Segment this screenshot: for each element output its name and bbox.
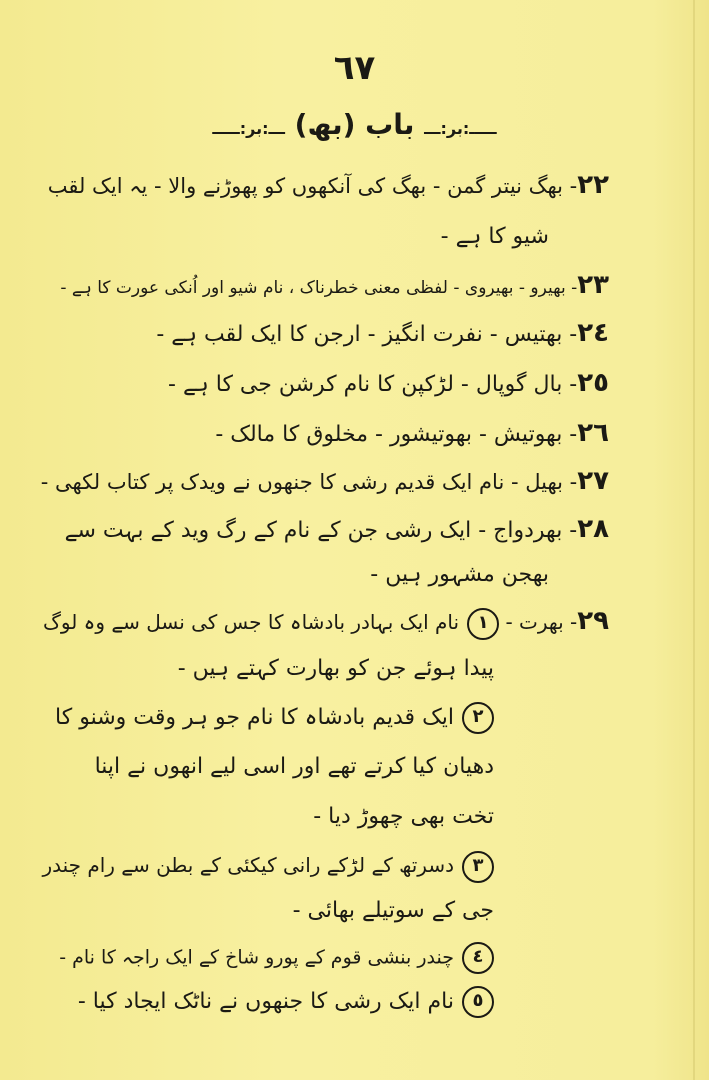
entry-number: ٢٩ <box>577 606 609 636</box>
entry-number: ٢٦ <box>577 418 609 448</box>
entry-28-line2: بھجن مشہور ہیں - <box>370 562 549 587</box>
entry-29-3-line1: ٣دسرتھ کے لڑکے رانی کیکئی کے بطن سے رام چندر <box>42 850 494 883</box>
entry-22-line1: ٢٢- بھگ نیتر گمن - بھگ کی آنکھوں کو پھوڑنے والا - یہ ایک لقب <box>47 170 609 200</box>
section-heading <box>0 108 709 141</box>
entry-number: ٢٧ <box>577 466 609 496</box>
entry-25: ٢٥- بال گوپال - لڑکپن کا نام کرشن جی کا ہے - <box>168 368 609 398</box>
entry-number: ٢٨ <box>577 514 609 544</box>
sub-marker-2: ٢ <box>462 702 494 734</box>
sub-marker-3: ٣ <box>462 851 494 883</box>
page-number: ٦٧ <box>333 48 376 88</box>
heading-title: باب (بھ) <box>294 108 415 141</box>
entry-number: ٢٣ <box>577 270 609 300</box>
entry-29-4: ٤چندر بنشی قوم کے پورو شاخ کے ایک راجہ کا نام - <box>59 942 494 974</box>
page-edge <box>693 0 695 1080</box>
entry-27: ٢٧- بھیل - نام ایک قدیم رشی کا جنھوں نے ویدک پر کتاب لکھی - <box>40 466 609 496</box>
entry-22-line2: شیو کا ہے - <box>440 224 549 249</box>
entry-28-line1: ٢٨- بھردواج - ایک رشی جن کے نام کے رگ وید کے بہت سے <box>64 514 609 544</box>
entry-29-2-line1: ٢ایک قدیم بادشاہ کا نام جو ہر وقت وشنو کا <box>55 702 494 734</box>
entry-23: ٢٣- بھیرو - بھیروی - لفظی معنی خطرناک ، نام شیو اور اُنکی عورت کا ہے - <box>60 270 609 300</box>
entry-29-1-line2: پیدا ہوئے جن کو بھارت کہتے ہیں - <box>177 656 494 681</box>
entry-26: ٢٦- بھوتیش - بھوتیشور - مخلوق کا مالک - <box>215 418 609 448</box>
entry-number: ٢٤ <box>577 318 609 348</box>
entry-number: ٢٢ <box>577 170 609 200</box>
entry-29-line1: ٢٩- بھرت - ١نام ایک بہادر بادشاہ کا جس کی نسل سے وہ لوگ <box>43 606 609 640</box>
entry-29-3-line2: جی کے سوتیلے بھائی - <box>292 898 494 923</box>
entry-29-title: - بھرت - <box>505 610 578 634</box>
sub-marker-5: ٥ <box>462 986 494 1018</box>
entry-29-2-line3: تخت بھی چھوڑ دیا - <box>313 804 494 829</box>
heading-ornament-right: ـــ:بر:ـــــ <box>212 119 285 138</box>
entry-29-5: ٥نام ایک رشی کا جنھوں نے ناٹک ایجاد کیا - <box>78 986 494 1018</box>
sub-marker-4: ٤ <box>462 942 494 974</box>
sub-marker-1: ١ <box>467 608 499 640</box>
entry-number: ٢٥ <box>577 368 609 398</box>
entry-29-2-line2: دھیان کیا کرتے تھے اور اسی لیے انھوں نے اپنا <box>94 754 494 779</box>
heading-ornament-left: ـــــ:بر:ـــ <box>424 119 497 138</box>
entry-24: ٢٤- بھتیس - نفرت انگیز - ارجن کا ایک لقب ہے - <box>156 318 609 348</box>
